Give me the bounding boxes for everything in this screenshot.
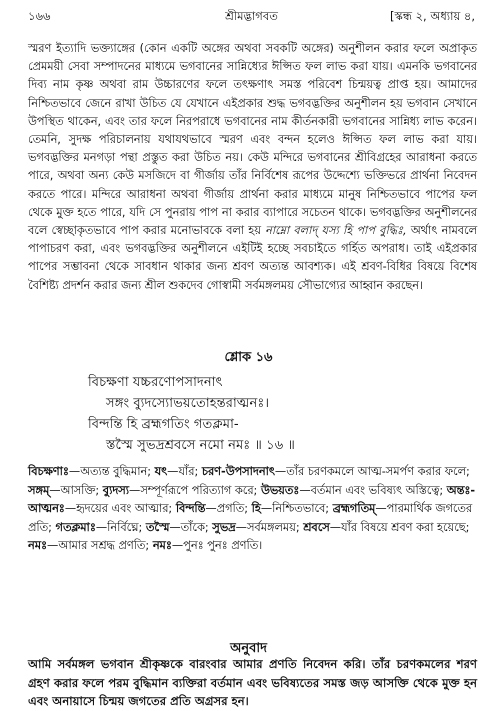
synonym-meaning: —হৃদয়ের এবং আত্মার; [64, 502, 173, 516]
synonym-word: বিচক্ষণাঃ [28, 465, 69, 478]
synonym-entry [28, 465, 151, 478]
synonym-meaning: —নির্বিঘ্নে; [95, 520, 143, 534]
synonym-meaning: —পুনঃ পুনঃ প্রণতি। [171, 539, 263, 553]
synonym-meaning: —তাঁর চরণকমলে আত্ম-সমর্পণ করার ফলে; [274, 465, 470, 478]
synonym-meaning: —আসক্তি; [49, 483, 100, 497]
synonym-entry [103, 484, 258, 497]
synonym-entry [56, 521, 143, 534]
synonym-entry [303, 521, 469, 534]
synonym-meaning: —তাঁকে; [169, 520, 209, 534]
synonym-word: নমঃ [152, 539, 172, 553]
synonym-entry [212, 521, 299, 534]
synonym-entry [202, 465, 470, 478]
verse-line-2: সঙ্গং ব্যুদস্যোভয়তোহন্তরাত্মনঃ। [106, 396, 270, 411]
synonym-entry [146, 521, 209, 534]
synonym-meaning: —অত্যন্ত বুদ্ধিমান; [68, 465, 152, 478]
synonym-word: ব্যুদস্য [102, 483, 130, 497]
synonym-word: গতক্লমাঃ [55, 520, 96, 534]
synonym-entry [252, 502, 329, 515]
synonym-meaning: —যাঁর বিষয়ে শ্রবণ করা হয়েছে; [329, 520, 470, 534]
book-title: শ্রীমদ্ভাগবত [225, 9, 278, 23]
sloka-heading: শ্লোক ১৬ [224, 350, 273, 365]
synonym-entry [28, 539, 149, 552]
verse-line-1: বিচক্ষণা যচ্চরণোপসাদনাৎ [88, 375, 223, 390]
purport-tail: অর্থাৎ নামবলে পাপাচরণ করা, এবং ভগবদ্ভক্তির অনুশীলনে এইটিই হচ্ছে সবচাইতে গর্হিত অপরাধ। তাই এইপ্রকার পাপের সম্ভাবনা থেকে সাবধান থাকার জন্য শ্রবণ অত্যন্ত আবশ্যক। এই শ্রবণ-বিধির বিষয়ে বিশেষ বৈশিষ্ট্য প্রদর্শন করার জন্য শ্রীল শুকদেব গোস্বামী সর্বমঙ্গলময় সৌভাগ্যের আহ্বান করছেন। [28, 224, 477, 292]
translation-heading: অনুবাদ [230, 641, 267, 656]
translation-paragraph: আমি সর্বমঙ্গল ভগবান শ্রীকৃষ্ণকে বারংবার আমার প্রণতি নিবেদন করি। তাঁর চরণকমলের শরণ গ্রহণ করার ফলে পরম বুদ্ধিমান ব্যক্তিরা বর্তমান এবং ভবিষ্যতের সমস্ত জড় আসক্তি থেকে মুক্ত হন এবং অনায়াসে চিন্ময় জগতের প্রতি অগ্রসর হন। [28, 657, 477, 709]
synonym-word: চরণ-উপসাদনাৎ [201, 465, 275, 478]
synonym-word: উভয়তঃ [260, 483, 300, 497]
synonym-meaning: —বর্তমান এবং ভবিষ্যৎ অস্তিত্বে; [299, 483, 444, 497]
verse-line-3: বিন্দন্তি হি ব্রহ্মগতিং গতক্লমা- [88, 417, 239, 432]
synonym-entry [153, 539, 262, 552]
synonym-meaning: —পারমার্থিক জগতের প্রতি; [28, 502, 473, 534]
synonym-entry [261, 484, 443, 497]
verse-line-4: স্তস্মৈ সুভদ্রশ্রবসে নমো নমঃ ॥ ১৬ ॥ [106, 438, 295, 453]
purport-lead: স্মরণ ইত্যাদি ভক্ত্যাঙ্গের (কোন একটি অঙ্গের অথবা সবকটি অঙ্গের) অনুশীলন করার ফলে অপ্রাকৃত প্রেমময়ী সেবা সম্পাদনের মাধ্যমে ভগবানের সান্নিধ্যের ঈপ্সিত ফল লাভ করা যায়। এমনকি ভগবানের দিব্য নাম কৃষ্ণ অথবা রাম উচ্চারণের ফলে তৎক্ষণাৎ সমস্ত পরিবেশ চিন্ময়ত্ব প্রাপ্ত হয়। আমাদের নিশ্চিতভাবে জেনে রাখা উচিত যে যেখানে এইপ্রকার শুদ্ধ ভগবদ্ভক্তির অনুশীলন হয় ভগবান সেখানে উপস্থিত থাকেন, এবং তার ফলে নিরপরাধে ভগবানের নাম কীর্তনকারী ভগবানের সান্নিধ্য লাভ করেন। তেমনি, সুদক্ষ পরিচালনায় যথাযথভাবে স্মরণ এবং বন্দন হলেও ঈপ্সিত ফল লাভ করা যায়। ভগবদ্ভক্তির মনগড়া পন্থা প্রস্তুত করা উচিত নয়। কেউ মন্দিরে ভগবানের শ্রীবিগ্রহের আরাধনা করতে পারে, অথবা অন্য কেউ মসজিদে বা গীর্জায় তাঁর নির্বিশেষ রূপের উদ্দেশ্যে ভক্তিভরে প্রার্থনা নিবেদন করতে পারে। মন্দিরে আরাধনা অথবা গীর্জায় প্রার্থনা করার মাধ্যমে মানুষ নিশ্চিতভাবে পাপের ফল থেকে মুক্ত হতে পারে, যদি সে পুনরায় পাপ না করার ব্যাপারে সচেতন থাকে। ভগবদ্ভক্তির অনুশীলনের বলে স্বেচ্ছাকৃতভাবে পাপ করার মনোভাবকে বলা হয় [28, 42, 477, 238]
synonym-meaning: —যাঁর; [167, 465, 199, 478]
sanskrit-quote: নাম্নো বলাদ্ যস্য হি পাপ বুদ্ধিঃ, [265, 224, 407, 238]
synonym-word: সুভদ্র [212, 520, 236, 534]
synonym-meaning: —আমার সশ্রদ্ধ প্রণতি; [47, 539, 150, 553]
synonym-entry [28, 484, 99, 497]
section-reference: [স্কন্ধ ২, অধ্যায় ৪, [390, 9, 475, 23]
synonym-entry [155, 465, 199, 478]
synonym-word: শ্রবসে [303, 520, 330, 534]
verse-block [88, 372, 468, 456]
purport-paragraph [28, 40, 477, 295]
synonyms-block [28, 463, 477, 556]
synonym-word: নমঃ [28, 539, 48, 553]
translation-text [28, 655, 477, 711]
synonym-word: বিন্দন্তি [175, 502, 206, 516]
synonym-word: অন্তঃ-আত্মনঃ [28, 483, 476, 516]
synonym-word: সঙ্গম্ [28, 483, 50, 497]
page-number: ১৬৬ [28, 9, 51, 23]
synonym-word: যৎ [154, 465, 168, 478]
page-header [28, 8, 475, 24]
synonym-meaning: —নিশ্চিতভাবে; [260, 502, 330, 516]
synonym-meaning: —সর্বমঙ্গলময়; [235, 520, 300, 534]
purport-text [28, 40, 477, 295]
synonym-word: হি [251, 502, 261, 516]
synonym-meaning: —সম্পূর্ণরূপে পরিত্যাগ করে; [129, 483, 258, 497]
synonym-meaning: —প্রগতি; [205, 502, 249, 516]
synonym-word: তস্মৈ [145, 520, 170, 534]
synonym-entry [176, 502, 248, 515]
synonym-word: ব্রহ্মগতিম্ [332, 502, 376, 516]
